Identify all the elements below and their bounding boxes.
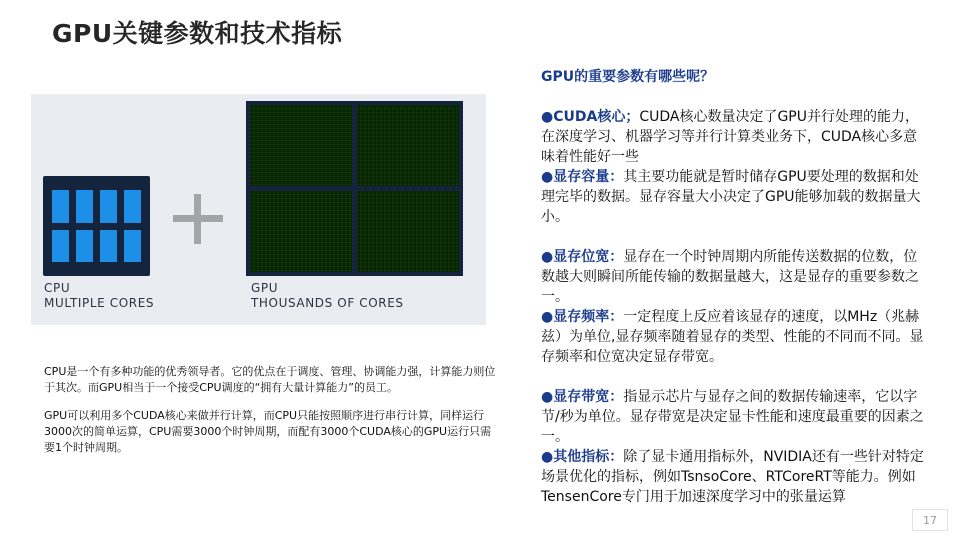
parameter-group	[541, 387, 927, 507]
parameter-term: 显存带宽：	[553, 389, 624, 405]
cpu-gpu-explanation	[44, 364, 496, 468]
parameter-description: 除了显卡通用指标外，NVIDIA还有一些针对特定场景优化的指标，例如TsnsoCore、RTCoreRT等能力。例如TensenCore专门用于加速深度学习中的张量运算	[541, 449, 924, 505]
bullet-icon: ●	[541, 249, 554, 265]
page-number: 17	[912, 509, 948, 531]
parameter-item	[541, 247, 927, 307]
cpu-label-line: MULTIPLE CORES	[44, 296, 155, 310]
parameter-item	[541, 447, 927, 507]
gpu-core-grid	[250, 105, 352, 186]
gpu-label	[251, 281, 404, 311]
cpu-core	[100, 190, 117, 223]
parameter-term: CUDA核心；	[553, 109, 640, 125]
parameter-item	[541, 387, 927, 447]
cpu-core	[52, 190, 69, 223]
gpu-chip-illustration	[246, 101, 463, 276]
explanation-paragraph: CPU是一个有多种功能的优秀领导者。它的优点在于调度、管理、协调能力强，计算能力则位于其次。而GPU相当于一个接受CPU调度的“拥有大量计算能力”的员工。	[44, 365, 496, 394]
cpu-core	[100, 230, 117, 263]
plus-icon	[173, 194, 223, 244]
parameter-description: CUDA核心数量决定了GPU并行处理的能力，在深度学习、机器学习等并行计算类业务下，CUDA核心多意味着性能好一些	[541, 109, 919, 165]
gpu-core-grid	[250, 191, 352, 272]
parameter-term: 显存频率：	[553, 309, 624, 325]
gpu-label-line: GPU	[251, 281, 279, 295]
gpu-label-line: THOUSANDS OF CORES	[251, 296, 404, 310]
slide-title: GPU关键参数和技术指标	[52, 19, 343, 48]
parameter-description: 指显示芯片与显存之间的数据传输速率，它以字节/秒为单位。显存带宽是决定显卡性能和速度最重要的因素之一。	[541, 389, 924, 445]
bullet-icon: ●	[541, 109, 554, 125]
cpu-core	[124, 230, 141, 263]
parameter-description: 其主要功能就是暂时储存GPU要处理的数据和处理完毕的数据。显存容量大小决定了GPU能够加载的数据量大小。	[541, 169, 921, 225]
parameter-group	[541, 247, 927, 367]
cpu-label-line: CPU	[44, 281, 71, 295]
bullet-icon: ●	[541, 169, 554, 185]
parameter-term: 显存位宽：	[553, 249, 624, 265]
parameter-term: 显存容量：	[553, 169, 624, 185]
cpu-chip-illustration	[43, 176, 150, 276]
bullet-icon: ●	[541, 389, 554, 405]
cpu-core	[124, 190, 141, 223]
parameter-item	[541, 307, 927, 367]
parameter-item	[541, 167, 927, 227]
bullet-icon: ●	[541, 449, 554, 465]
cpu-core	[52, 230, 69, 263]
parameter-term: 其他指标：	[553, 449, 624, 465]
gpu-core-grid	[357, 191, 459, 272]
parameter-group	[541, 107, 927, 227]
parameter-description: 一定程度上反应着该显存的速度，以MHz（兆赫兹）为单位,显存频率随着显存的类型、性能的不同而不同。显存频率和位宽决定显存带宽。	[541, 309, 924, 365]
cpu-label	[44, 281, 154, 311]
gpu-parameters-panel	[541, 67, 927, 527]
cpu-core	[76, 190, 93, 223]
parameter-item	[541, 107, 927, 167]
parameter-description: 显存在一个时钟周期内所能传送数据的位数，位数越大则瞬间所能传输的数据量越大，这是显存的重要参数之一。	[541, 249, 919, 305]
bullet-icon: ●	[541, 309, 554, 325]
gpu-core-grid	[357, 105, 459, 186]
explanation-paragraph: GPU可以利用多个CUDA核心来做并行计算，而CPU只能按照顺序进行串行计算，同样运行3000次的简单运算，CPU需要3000个时钟周期，而配有3000个CUDA核心的GPU运行只需要1个时钟周期。	[44, 409, 492, 454]
section-question: GPU的重要参数有哪些呢？	[541, 69, 715, 85]
cpu-core	[76, 230, 93, 263]
cpu-gpu-figure	[31, 94, 486, 325]
